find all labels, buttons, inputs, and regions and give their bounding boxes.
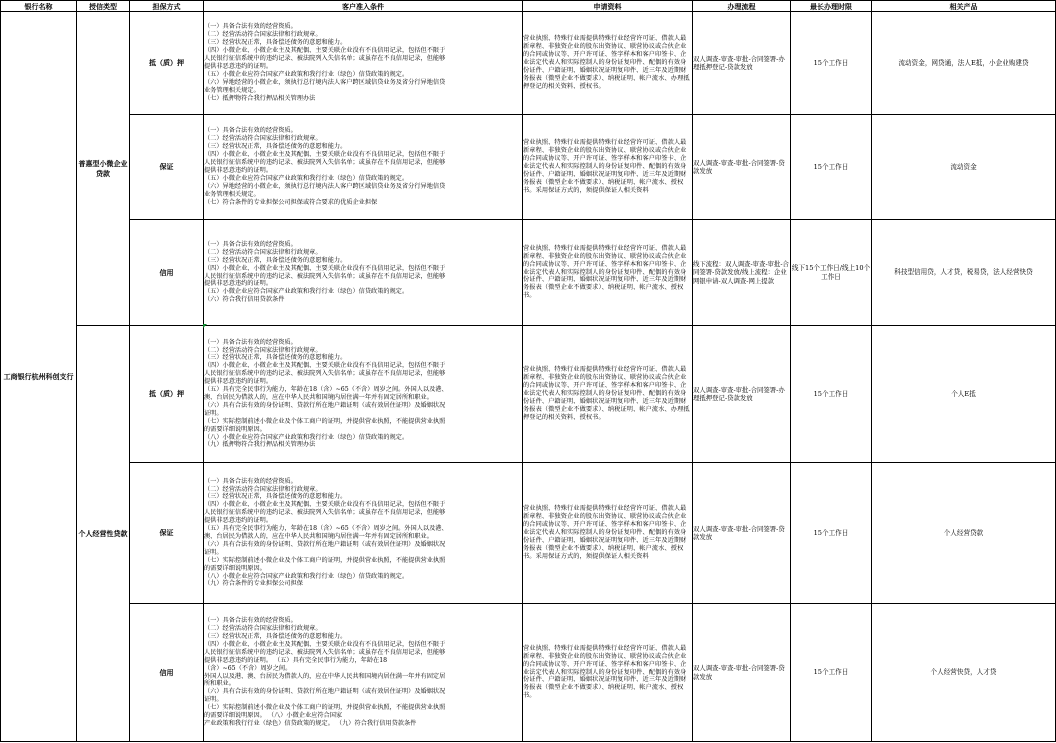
guarantee-cell: 抵（质）押 — [130, 326, 204, 463]
condition-line: （五）小微企业应符合国家产业政策和我行行业（绿色）信贷政策的规定。 — [204, 70, 409, 78]
condition-line: （二）经营活动符合国家法律和行政规章。 — [204, 248, 322, 256]
condition-line: （六）具有合法有效的身份证明、贷款行所在地户籍证明（或有效居住证明）及婚姻状况 — [204, 401, 446, 409]
guarantee-cell: 保证 — [130, 115, 204, 220]
condition-line: 人民银行征信系统中的违约记录、被法院列入失信名单；或虽存在不良信用记录，但能够 — [204, 509, 446, 517]
cell-comment-marker — [203, 324, 207, 328]
header-period: 最长办理时限 — [791, 1, 872, 12]
condition-line: 澳、台居民为借款人的，应在中华人民共和国境内居住满一年并有固定居所和职业。 — [204, 394, 433, 401]
condition-line: （一）具备合法有效的经营资质。 — [204, 477, 297, 485]
condition-line: 提供非恶意违约的证明。 — [204, 63, 273, 70]
condition-line: （七）实际控制前述小微企业及个体工商户的证明，并提供营业执照，不能提供营业执照 — [204, 417, 446, 425]
table-row — [1, 220, 1056, 326]
condition-line: （三）经营状况正常，具备偿还债务的意愿和能力。 — [204, 493, 347, 501]
period-cell: 15个工作日 — [791, 463, 872, 604]
process-cell: 双人调查-审查-审批-合同签署-贷款发放 — [693, 463, 791, 604]
condition-line: （四）小微企业、小微企业主及其配偶、主要关联企业没有不良信用记录，包括但不限于 — [204, 151, 446, 159]
header-product-type: 授信类型 — [77, 1, 130, 12]
header-guarantee: 担保方式 — [130, 1, 204, 12]
process-cell: 线下流程：双人调查-审查-审批-合同签署-贷款发放/线上流程：企业网银申请-双人调查-网上提款 — [693, 220, 791, 326]
condition-line: （六）具有合法有效的身份证明、贷款行所在地户籍证明（或有效居住证明）及婚姻状况 — [204, 540, 446, 548]
condition-line: 所和职业。 — [204, 680, 235, 688]
products-cell: 个人经营贷款 — [872, 463, 1056, 604]
condition-line: 的需要详细说明原因。 — [204, 425, 266, 433]
condition-line: （一）具备合法有效的经营资质。 — [204, 338, 297, 346]
condition-line: 证明。 — [204, 548, 223, 556]
condition-line: （二）经营活动符合国家法律和行政规章。 — [204, 135, 322, 143]
condition-line: （三）经营状况正常，具备偿还债务的意愿和能力。 — [204, 632, 347, 640]
condition-line: （一）具备合法有效的经营资质。 — [204, 617, 297, 625]
conditions-cell — [204, 12, 523, 115]
table-row — [1, 326, 1056, 463]
condition-line: （二）经营活动符合国家法律和行政规章。 — [204, 625, 322, 633]
guarantee-cell: 信用 — [130, 220, 204, 326]
condition-line: （六）异地经营的小微企业，须执行总行境内法人客户跨区域信贷业务及省分行异地信贷 — [204, 78, 446, 86]
guarantee-cell: 保证 — [130, 463, 204, 604]
header-materials: 申请资料 — [523, 1, 693, 12]
process-cell: 双人调查-审查-审批-合同签署-贷款发放 — [693, 115, 791, 220]
conditions-cell — [204, 115, 523, 220]
condition-line: （六）异地经营的小微企业，须执行总行境内法人客户跨区域信贷业务及省分行异地信贷 — [204, 182, 446, 190]
table-row — [1, 463, 1056, 604]
condition-line: （一）具备合法有效的经营资质。 — [204, 240, 297, 248]
condition-line: （五）具有完全民事行为能力，年龄在18（含）~65（不含）周岁之间。外国人以及港、 — [204, 386, 448, 394]
period-cell: 15个工作日 — [791, 604, 872, 742]
conditions-cell — [204, 326, 523, 463]
condition-line: （三）经营状况正常，具备偿还债务的意愿和能力。 — [204, 256, 347, 264]
table-row — [1, 604, 1056, 742]
conditions-cell — [204, 220, 523, 326]
condition-line: （三）经营状况正常，具备偿还债务的意愿和能力。 — [204, 354, 347, 362]
product-type-cell: 个人经营性贷款 — [77, 326, 130, 742]
conditions-cell — [204, 604, 523, 742]
condition-line: （四）小微企业、小微企业主及其配偶、主要关联企业没有不良信用记录，包括但不限于 — [204, 501, 446, 509]
condition-line: （六）具有合法有效的身份证明、贷款行所在地户籍证明（或有效居住证明）及婚姻状况 — [204, 688, 446, 696]
condition-line: （四）小微企业、小微企业主及其配偶、主要关联企业没有不良信用记录，包括但不限于 — [204, 47, 446, 55]
condition-line: （四）小微企业、小微企业主及其配偶、主要关联企业没有不良信用记录，包括但不限于 — [204, 264, 446, 272]
bank-name-cell: 工商银行杭州科创支行 — [1, 12, 77, 742]
condition-line: （一）具备合法有效的经营资质。 — [204, 23, 297, 31]
condition-line: 的需要详细说明原因。 （八）小微企业应符合国家 — [204, 712, 343, 720]
period-cell: 线下15个工作日/线上10个工作日 — [791, 220, 872, 326]
process-cell: 双人调查-审查-审批-合同签署-贷款发放 — [693, 604, 791, 742]
products-cell: 流动资金，网贷通，法人E抵，小企业购建贷 — [872, 12, 1056, 115]
condition-line: （二）经营活动符合国家法律和行政规章。 — [204, 485, 322, 493]
materials-cell: 营业执照、特殊行业需提供特殊行业经营许可证、借款人最新章程、非独资企业的股东出资协议、联营协议或合伙企业的合同或协议等、开户许可证、签字样本和客户印签卡、企业法定代表人和实际控制人的身份证复印件、配偶的有效身份证件、户籍证明、婚姻状况证明复印件、近三年及近期财务报表（微型企业不做要求）、纳税证明、帐户流水、办理抵押登记的相关资料、授权书。 — [523, 326, 693, 463]
condition-line: （二）经营活动符合国家法律和行政规章。 — [204, 346, 322, 354]
condition-line: 业务管理相关规定。 — [204, 86, 260, 94]
process-cell: 双人调查-审查-审批-合同签署-办理抵押登记-贷款发放 — [693, 326, 791, 463]
condition-line: 人民银行征信系统中的违约记录、被法院列入失信名单；或虽存在不良信用记录，但能够 — [204, 648, 446, 656]
condition-line: 澳、台居民为借款人的，应在中华人民共和国境内居住满一年并有固定居所和职业。 — [204, 533, 433, 540]
product-type-cell: 普惠型小微企业贷款 — [77, 12, 130, 326]
materials-cell: 营业执照、特殊行业需提供特殊行业经营许可证、借款人最新章程、非独资企业的股东出资协议、联营协议或合伙企业的合同或协议等、开户许可证、签字样本和客户印签卡、企业法定代表人和实际控制人的身份证复印件、配偶的有效身份证件、户籍证明、婚姻状况证明复印件、近三年及近期财务报表（微型企业不做要求）、纳税证明、帐户流水、授权书。采用保证方式的，须提供保证人相关资料 — [523, 115, 693, 220]
condition-line: （二）经营活动符合国家法律和行政规章。 — [204, 31, 322, 39]
condition-line: 提供非恶意违约的证明。 — [204, 378, 273, 386]
condition-line: 产业政策和我行行业（绿色）信贷政策的规定。 （九）符合我行信用贷款条件 — [204, 719, 417, 727]
guarantee-cell: 信用 — [130, 604, 204, 742]
condition-line: 证明。 — [204, 696, 223, 704]
period-cell: 15个工作日 — [791, 115, 872, 220]
materials-cell: 营业执照、特殊行业需提供特殊行业经营许可证、借款人最新章程、非独资企业的股东出资协议、联营协议或合伙企业的合同或协议等、开户许可证、签字样本和客户印签卡、企业法定代表人和实际控制人的身份证复印件、配偶的有效身份证件、户籍证明、婚姻状况证明复印件、近三年及近期财务报表（微型企业不做要求）、纳税证明、帐户流水、授权书。 — [523, 604, 693, 742]
condition-line: 证明。 — [204, 409, 223, 417]
header-process: 办理流程 — [693, 1, 791, 12]
condition-line: （含）~65（不含）周岁之间。 — [204, 664, 292, 672]
condition-line: （八）小微企业应符合国家产业政策和我行行业（绿色）信贷政策的规定。 — [204, 572, 409, 580]
guarantee-cell: 抵（质）押 — [130, 12, 204, 115]
process-cell: 双人调查-审查-审批-合同签署-办理抵押登记-贷款发放 — [693, 12, 791, 115]
condition-line: 人民银行征信系统中的违约记录、被法院列入失信名单；或虽存在不良信用记录，但能够 — [204, 159, 446, 167]
header-row — [1, 1, 1056, 12]
materials-cell: 营业执照、特殊行业需提供特殊行业经营许可证、借款人最新章程、非独资企业的股东出资协议、联营协议或合伙企业的合同或协议等、开户许可证、签字样本和客户印签卡、企业法定代表人和实际控制人的身份证复印件、配偶的有效身份证件、户籍证明、婚姻状况证明复印件、近三年及近期财务报表（微型企业不做要求）、纳税证明、帐户流水、授权书。 — [523, 220, 693, 326]
products-cell: 个人E抵 — [872, 326, 1056, 463]
condition-line: （八）小微企业应符合国家产业政策和我行行业（绿色）信贷政策的规定。 — [204, 433, 409, 441]
condition-line: 人民银行征信系统中的违约记录、被法院列入失信名单；或虽存在不良信用记录，但能够 — [204, 55, 446, 63]
products-cell: 个人经营快贷，人才贷 — [872, 604, 1056, 742]
condition-line: （五）小微企业应符合国家产业政策和我行行业（绿色）信贷政策的规定。 — [204, 288, 409, 296]
condition-line: 人民银行征信系统中的违约记录、被法院列入失信名单；或虽存在不良信用记录，但能够 — [204, 272, 446, 280]
period-cell: 15个工作日 — [791, 12, 872, 115]
condition-line: （七）符合条件的专业担保公司担保或符合要求的优质企业担保 — [204, 198, 378, 206]
condition-line: 提供非恶意违约的证明。 — [204, 167, 273, 174]
condition-line: 提供非恶意违约的证明。 — [204, 280, 273, 288]
products-cell: 科技型信用贷，人才贷，税易贷，法人经营快贷 — [872, 220, 1056, 326]
condition-line: （三）经营状况正常，具备偿还债务的意愿和能力。 — [204, 143, 347, 151]
header-products: 相关产品 — [872, 1, 1056, 12]
condition-line: （四）小微企业、小微企业主及其配偶、主要关联企业没有不良信用记录，包括但不限于 — [204, 362, 446, 370]
products-cell: 流动资金 — [872, 115, 1056, 220]
period-cell: 15个工作日 — [791, 326, 872, 463]
condition-line: （七）抵押物符合我行押品相关管理办法 — [204, 94, 316, 102]
condition-line: 人民银行征信系统中的违约记录、被法院列入失信名单；或虽存在不良信用记录，但能够 — [204, 370, 446, 378]
condition-line: 提供非恶意违约的证明。 — [204, 517, 273, 525]
table-row — [1, 12, 1056, 115]
condition-line: 提供非恶意违约的证明。 （五）具有完全民事行为能力，年龄在18 — [204, 656, 388, 664]
condition-line: （九）抵押物符合我行押品相关管理办法 — [204, 441, 316, 449]
condition-line: 业务管理相关规定。 — [204, 190, 260, 198]
condition-line: （五）具有完全民事行为能力，年龄在18（含）~65（不含）周岁之间。外国人以及港、 — [204, 525, 448, 533]
condition-line: （一）具备合法有效的经营资质。 — [204, 127, 297, 135]
condition-line: （三）经营状况正常，具备偿还债务的意愿和能力。 — [204, 39, 347, 47]
table-row — [1, 115, 1056, 220]
conditions-cell — [204, 463, 523, 604]
materials-cell: 营业执照、特殊行业需提供特殊行业经营许可证、借款人最新章程、非独资企业的股东出资协议、联营协议或合伙企业的合同或协议等、开户许可证、签字样本和客户印签卡、企业法定代表人和实际控制人的身份证复印件、配偶的有效身份证件、户籍证明、婚姻状况证明复印件、近三年及近期财务报表（微型企业不做要求）、纳税证明、帐户流水、授权书。采用保证方式的，须提供保证人相关资料 — [523, 463, 693, 604]
condition-line: （四）小微企业、小微企业主及其配偶、主要关联企业没有不良信用记录，包括但不限于 — [204, 640, 446, 648]
materials-cell: 营业执照、特殊行业需提供特殊行业经营许可证、借款人最新章程、非独资企业的股东出资协议、联营协议或合伙企业的合同或协议等、开户许可证、签字样本和客户印签卡、企业法定代表人和实际控制人的身份证复印件、配偶的有效身份证件、户籍证明、婚姻状况证明复印件、近三年及近期财务报表（微型企业不做要求）、纳税证明、帐户流水、办理抵押登记的相关资料、授权书。 — [523, 12, 693, 115]
condition-line: 的需要详细说明原因。 — [204, 564, 266, 572]
header-bank: 银行名称 — [1, 1, 77, 12]
condition-line: （七）实际控制前述小微企业及个体工商户的证明，并提供营业执照，不能提供营业执照 — [204, 704, 446, 712]
condition-line: （五）小微企业应符合国家产业政策和我行行业（绿色）信贷政策的规定。 — [204, 174, 409, 182]
header-conditions: 客户准入条件 — [204, 1, 523, 12]
condition-line: （七）实际控制前述小微企业及个体工商户的证明，并提供营业执照，不能提供营业执照 — [204, 556, 446, 564]
condition-line: 外国人以及港、澳、台居民为借款人的，应在中华人民共和国境内居住满一年并有固定居 — [204, 672, 446, 680]
condition-line: （六）符合我行信用贷款条件 — [204, 296, 285, 304]
condition-line: （九）符合条件的专业担保公司担保 — [204, 580, 303, 588]
